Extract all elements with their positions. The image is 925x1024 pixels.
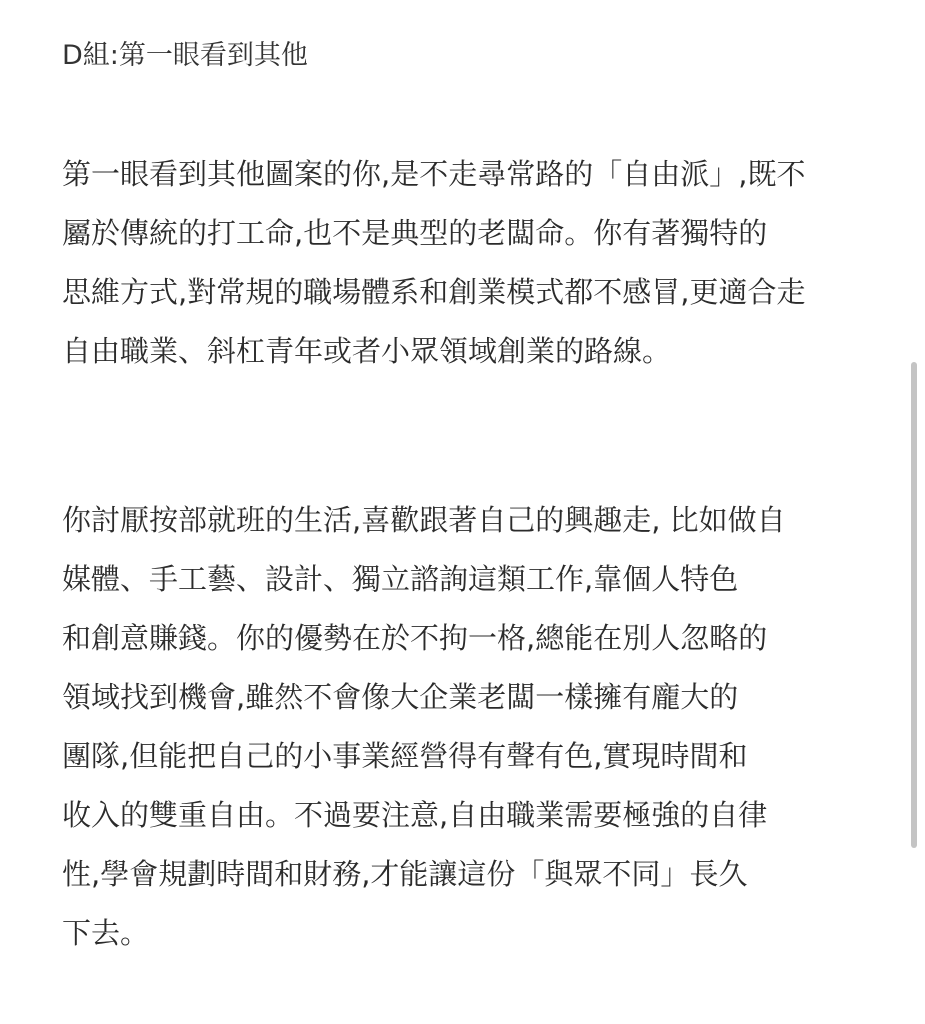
- paragraph-line: 你討厭按部就班的生活,喜歡跟著自己的興趣走, 比如做自: [62, 503, 786, 537]
- paragraph-line: 收入的雙重自由。不過要注意,自由職業需要極強的自律: [62, 798, 768, 832]
- section-heading: D組:第一眼看到其他: [62, 40, 308, 71]
- paragraph-line: 思維方式,對常規的職場體系和創業模式都不感冒,更適合走: [62, 275, 806, 309]
- paragraph-line: 團隊,但能把自己的小事業經營得有聲有色,實現時間和: [62, 739, 748, 773]
- vertical-scrollbar[interactable]: [911, 362, 917, 848]
- paragraph-line: 屬於傳統的打工命,也不是典型的老闆命。你有著獨特的: [62, 216, 768, 250]
- paragraph-line: 自由職業、斜杠青年或者小眾領域創業的路線。: [62, 334, 672, 368]
- paragraph-line: 領域找到機會,雖然不會像大企業老闆一樣擁有龐大的: [62, 680, 739, 714]
- paragraph-2: [62, 491, 786, 963]
- paragraph-line: 和創意賺錢。你的優勢在於不拘一格,總能在別人忽略的: [62, 621, 768, 655]
- paragraph-line: 下去。: [62, 916, 150, 950]
- paragraph-line: 媒體、手工藝、設計、獨立諮詢這類工作,靠個人特色: [62, 562, 739, 596]
- paragraph-line: 第一眼看到其他圖案的你,是不走尋常路的「自由派」,既不: [62, 157, 806, 191]
- paragraph-1: [62, 145, 805, 381]
- paragraph-line: 性,學會規劃時間和財務,才能讓這份「與眾不同」長久: [62, 857, 748, 891]
